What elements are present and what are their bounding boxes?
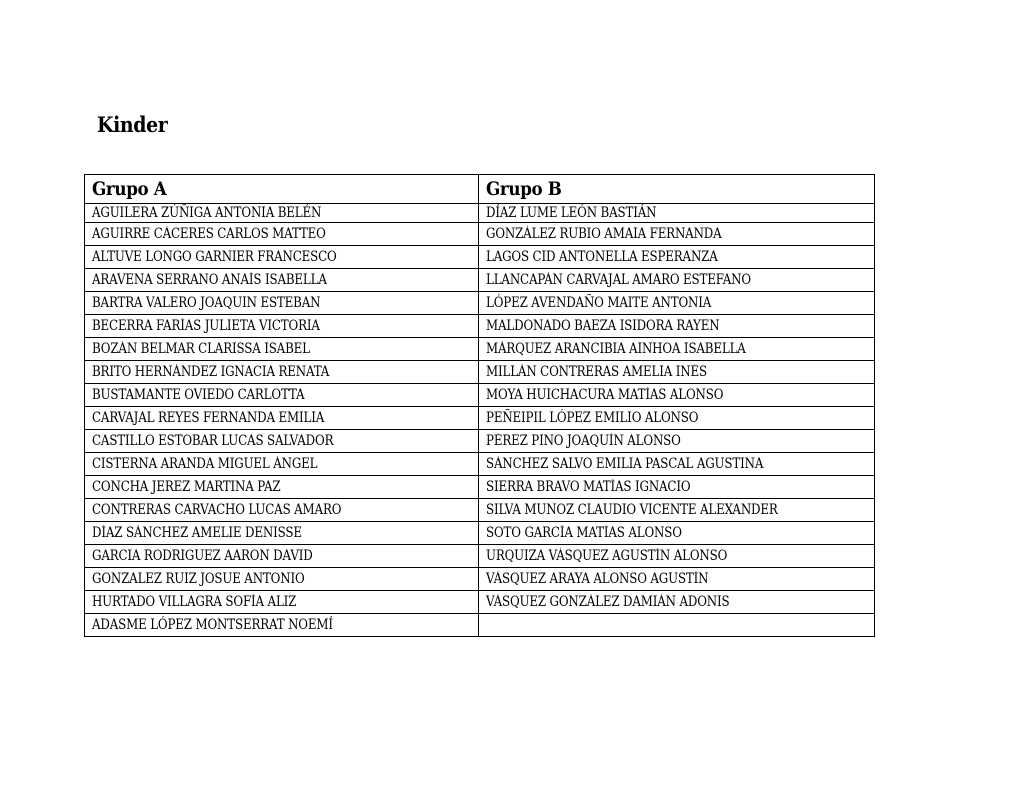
grupo-b-student-cell: VÁSQUEZ GONZÁLEZ DAMIÁN ADONIS [479,591,875,614]
grupo-a-student-cell: CISTERNA ARANDA MIGUEL ÁNGEL [85,453,479,476]
table-row [85,204,875,223]
table-row [85,384,875,407]
group-roster-table [84,174,875,637]
grupo-a-student-cell: GONZALEZ RUIZ JOSUE ANTONIO [85,568,479,591]
grupo-b-student-cell: GONZÁLEZ RUBIO AMAIA FERNANDA [479,223,875,246]
table-row [85,361,875,384]
table-row [85,568,875,591]
grupo-b-student-cell: MOYA HUICHACURA MATÍAS ALONSO [479,384,875,407]
grupo-a-student-cell: CASTILLO ESTOBAR LUCAS SALVADOR [85,430,479,453]
grupo-b-student-cell: SILVA MUÑOZ CLAUDIO VICENTE ALEXANDER [479,499,875,522]
table-row [85,269,875,292]
grupo-b-student-cell: MILLÁN CONTRERAS AMELIA INÉS [479,361,875,384]
grupo-a-student-cell: ADASME LÓPEZ MONTSERRAT NOEMÍ [85,614,479,637]
table-body [85,204,875,637]
grupo-a-student-cell: BOZÁN BELMAR CLARISSA ISABEL [85,338,479,361]
table-row [85,499,875,522]
grupo-b-student-cell: DÍAZ LUME LEÓN BASTIÁN [479,204,875,223]
grupo-a-student-cell: AGUIRRE CÁCERES CARLOS MATTEO [85,223,479,246]
table-row [85,591,875,614]
grupo-b-student-cell: MALDONADO BAEZA ISIDORA RAYEN [479,315,875,338]
table-row [85,614,875,637]
grupo-b-student-cell: URQUIZA VÁSQUEZ AGUSTÍN ALONSO [479,545,875,568]
grupo-a-student-cell: BARTRA VALERO JOAQUIN ESTEBAN [85,292,479,315]
grupo-b-student-cell: MÁRQUEZ ARANCIBIA AINHOA ISABELLA [479,338,875,361]
grupo-b-student-cell: SOTO GARCÍA MATÍAS ALONSO [479,522,875,545]
grupo-a-student-cell: BUSTAMANTE OVIEDO CARLOTTA [85,384,479,407]
grupo-a-student-cell: ALTUVE LONGO GARNIER FRANCESCO [85,246,479,269]
header-grupo-b: Grupo B [479,175,875,204]
grupo-b-student-cell: PÉREZ PINO JOAQUÍN ALONSO [479,430,875,453]
table-row [85,338,875,361]
grupo-b-student-cell: SIERRA BRAVO MATÍAS IGNACIO [479,476,875,499]
grupo-a-student-cell: ARAVENA SERRANO ANAÍS ISABELLA [85,269,479,292]
grupo-b-student-cell: LÓPEZ AVENDAÑO MAITE ANTONIA [479,292,875,315]
grupo-a-student-cell: BRITO HERNÁNDEZ IGNACIA RENATA [85,361,479,384]
table-row [85,223,875,246]
grupo-a-student-cell: HURTADO VILLAGRA SOFÍA ALIZ [85,591,479,614]
grupo-a-student-cell: GARCIA RODRIGUEZ AARON DAVID [85,545,479,568]
grupo-a-student-cell: DÍAZ SÁNCHEZ AMELIE DENISSE [85,522,479,545]
table-row [85,453,875,476]
grupo-a-student-cell: AGUILERA ZÚÑIGA ANTONIA BELÉN [85,204,479,223]
table-row [85,430,875,453]
grupo-b-student-cell: LLANCAPÁN CARVAJAL AMARO ESTEFANO [479,269,875,292]
grupo-b-student-cell: VÁSQUEZ ARAYA ALONSO AGUSTÍN [479,568,875,591]
table-row [85,522,875,545]
table-row [85,545,875,568]
table-header-row [85,175,875,204]
grupo-b-student-cell: PEÑEIPIL LÓPEZ EMILIO ALONSO [479,407,875,430]
grupo-a-student-cell: CONCHA JEREZ MARTINA PAZ [85,476,479,499]
table-row [85,246,875,269]
grupo-a-student-cell: BECERRA FARÍAS JULIETA VICTORIA [85,315,479,338]
table-row [85,476,875,499]
grupo-b-student-cell [479,614,875,637]
page-title: Kinder [97,112,168,137]
table-row [85,407,875,430]
grupo-b-student-cell: LAGOS CID ANTONELLA ESPERANZA [479,246,875,269]
table-row [85,292,875,315]
grupo-a-student-cell: CONTRERAS CARVACHO LUCAS AMARO [85,499,479,522]
grupo-a-student-cell: CARVAJAL REYES FERNANDA EMILIA [85,407,479,430]
table-row [85,315,875,338]
header-grupo-a: Grupo A [85,175,479,204]
grupo-b-student-cell: SÁNCHEZ SALVO EMILIA PASCAL AGUSTINA [479,453,875,476]
